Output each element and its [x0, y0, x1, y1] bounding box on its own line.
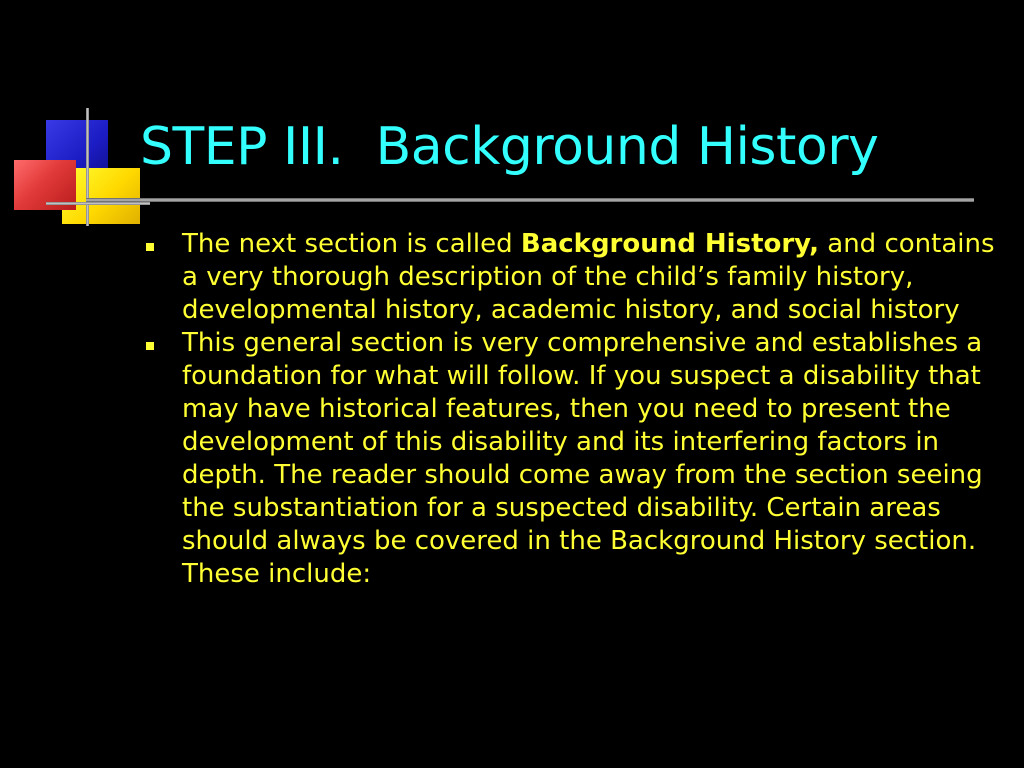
bullet-2-text: This general section is very comprehensive and establishes a foundation for what will follow. If you suspect a disability that may have historical features, then you need to present the development of this disability and its interfering factors in depth. The reader should come away from the section seeing the substantiation for a suspected disability. Certain areas should always be covered in the Background History section. These include:	[182, 328, 983, 589]
slide-title: STEP III. Background History	[140, 117, 879, 177]
bullet-1-text-end: and contains a very thorough description of the child’s family history, developmental history, academic history, and social history	[182, 229, 995, 325]
bullet-list	[140, 228, 1010, 591]
decorative-horizontal-line	[46, 202, 150, 205]
bullet-1-text-start: The next section is called	[182, 229, 521, 259]
decorative-vertical-line	[86, 108, 89, 226]
bullet-square-icon	[146, 243, 154, 251]
bullet-1-bold-term: Background History,	[520, 229, 819, 259]
bullet-square-icon	[146, 342, 154, 350]
bullet-item-2	[140, 327, 1010, 591]
title-divider	[86, 198, 974, 202]
bullet-item-1	[140, 228, 1010, 327]
